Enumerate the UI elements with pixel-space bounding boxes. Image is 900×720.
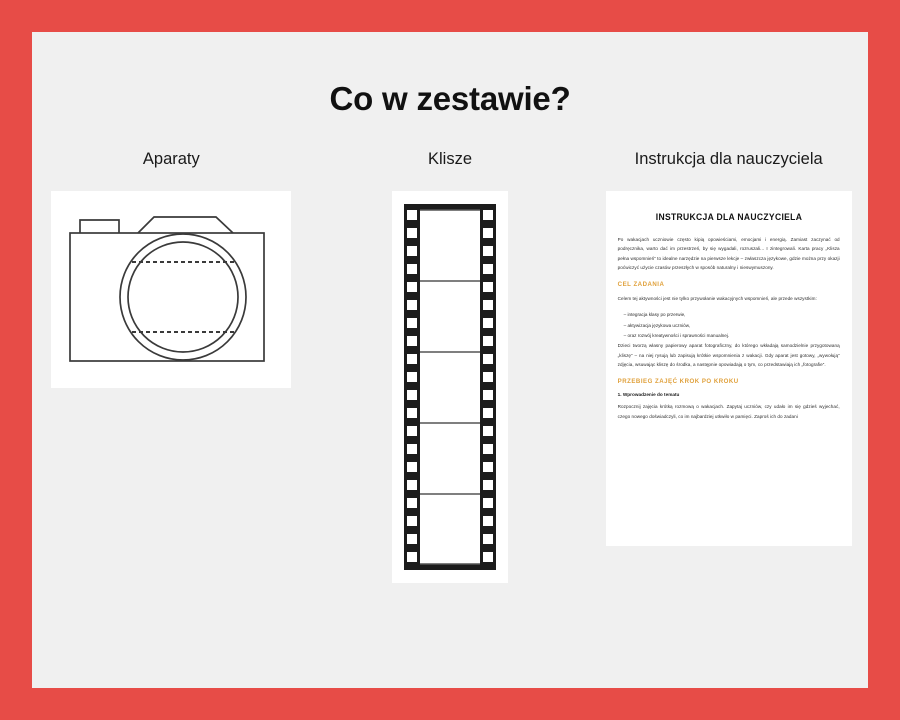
page-title: Co w zestawie? [329,80,571,117]
camera-icon [66,210,276,370]
instruction-page-card [606,191,852,546]
columns-container [32,150,868,620]
column-label-instrukcja: Instrukcja dla nauczyciela [634,150,823,168]
document-step-title: 1. Wprowadzenie do tematu [617,392,680,398]
document-goal-item: – oraz rozwój kreatywności i sprawności manualnej. [623,333,730,339]
document-goal-item: – integracja klasy po przerwie, [623,312,686,318]
slide-panel [32,32,868,688]
document-step-body: Rozpocznij zajęcia krótką rozmową o wakacjach. Zapytaj uczniów, czy udało im się gdzieś wyjechać, czego nowego doświadczyli, co im najbardziej utkwiło w pamięci. Zaproś ich do zadani [617,404,840,419]
column-label-aparaty: Aparaty [142,150,200,168]
camera-illustration-card [51,191,291,388]
film-illustration-card [392,191,508,583]
film-strip-icon [401,201,499,573]
document-goal-item: – aktywizacja językowa uczniów, [623,322,691,328]
document-title: INSTRUKCJA DLA NAUCZYCIELA [655,212,802,222]
document-goal-intro: Celem tej aktywności jest nie tylko przywołanie wakacyjnych wspomnień, ale przede wszystkim: [617,296,817,302]
column-aparaty [32,150,311,620]
document-intro-paragraph: Po wakacjach uczniowie często kipią opowieściami, emocjami i energią. Zamiast zaczynać od podręcznika, warto dać im przestrzeń, by się wygadali, rozruszali... I zintegrowali. Karta pracy „Klisza pełna wspomnień” to idealne narzędzie na pierwsze lekcje – zwłaszcza językowe, gdzie można przy okazji poćwiczyć użycie czasów przeszłych w sposób naturalny i nieswymuszony. [617,237,840,270]
document-heading-przebieg-zajec: PRZEBIEG ZAJĘĆ KROK PO KROKU [617,378,739,386]
column-instrukcja [589,150,868,620]
document-goal-body: Dzieci tworzą własny papierowy aparat fotograficzny, do którego wkładają samodzielnie przygotowaną „kliszę” – na niej rysują lub zapisują krótkie wspomnienia z wakacji. Gdy aparat jest gotowy, „wywołują” zdjęcia, wsuwając kliszę do środka, a następnie opowiadają o tym, co przedstawiają ich „fotografie”. [617,343,840,367]
column-label-klisze: Klisze [428,150,473,168]
document-heading-cel-zadania: CEL ZADANIA [617,281,665,289]
column-klisze [311,150,590,620]
